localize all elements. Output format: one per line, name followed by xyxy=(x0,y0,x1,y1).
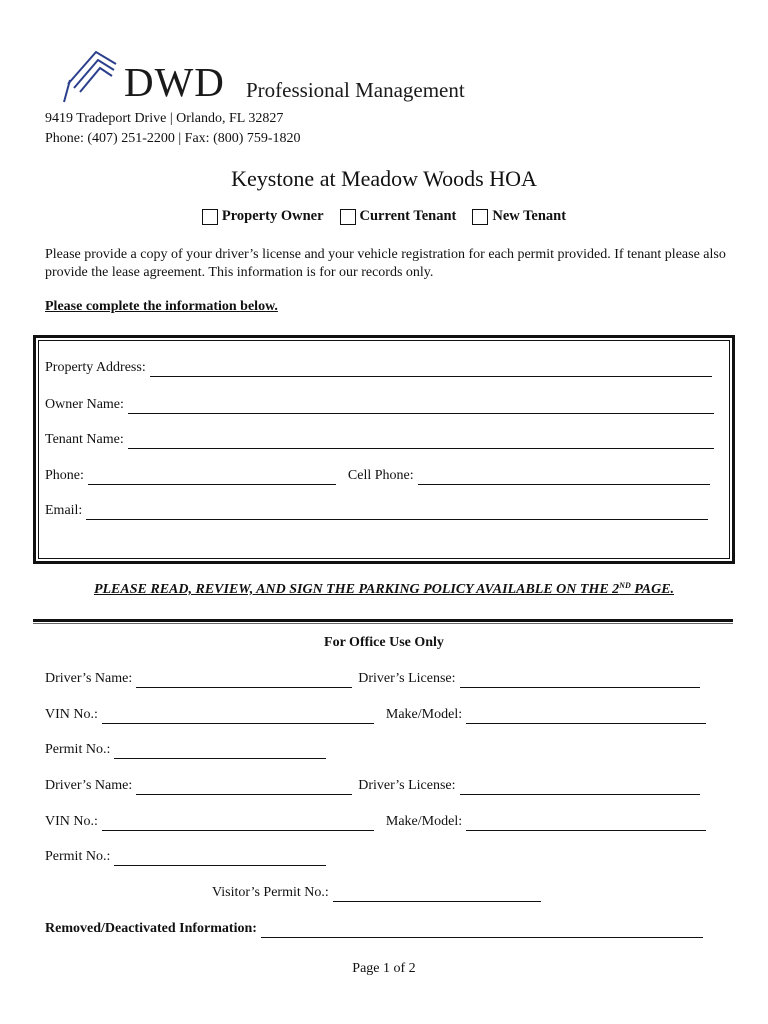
permit-no-field[interactable] xyxy=(114,745,326,759)
vin-field[interactable] xyxy=(102,710,374,724)
visitor-permit-label: Visitor’s Permit No.: xyxy=(212,885,329,900)
owner-name-label: Owner Name: xyxy=(45,397,124,412)
page-title: Keystone at Meadow Woods HOA xyxy=(231,166,537,191)
make-model-field[interactable] xyxy=(466,817,706,831)
drivers-license-label: Driver’s License: xyxy=(358,671,456,686)
owner-name-field[interactable] xyxy=(128,400,714,414)
brand-tagline: Professional Management xyxy=(246,78,465,102)
drivers-license-field[interactable] xyxy=(460,674,700,688)
drivers-license-field[interactable] xyxy=(460,781,700,795)
vehicle2-row xyxy=(45,814,706,831)
office-use-heading: For Office Use Only xyxy=(324,635,444,650)
phone-field[interactable] xyxy=(88,471,336,485)
driver2-row xyxy=(45,778,700,795)
permit-no-label: Permit No.: xyxy=(45,742,111,757)
section-divider-shadow xyxy=(33,623,733,624)
tenant-name-field[interactable] xyxy=(128,435,714,449)
cell-phone-field[interactable] xyxy=(418,471,710,485)
checkbox-box[interactable] xyxy=(340,209,356,225)
drivers-license-label: Driver’s License: xyxy=(358,778,456,793)
email-label: Email: xyxy=(45,503,83,518)
email-field[interactable] xyxy=(86,506,708,520)
complete-heading: Please complete the information below. xyxy=(45,299,278,314)
instructions-text: Please provide a copy of your driver’s license and your vehicle registration for each permit provided. If tenant please also provide the lease agreement. This information is for our records only. xyxy=(45,247,726,280)
vin-label: VIN No.: xyxy=(45,707,98,722)
checkbox-new-tenant[interactable] xyxy=(472,208,566,225)
checkbox-label: Current Tenant xyxy=(359,208,457,224)
removed-row xyxy=(45,921,703,938)
office-address: 9419 Tradeport Drive | Orlando, FL 32827 xyxy=(45,111,284,126)
permit1-row xyxy=(45,742,326,759)
visitor-permit-row xyxy=(212,885,541,902)
property-address-label: Property Address: xyxy=(45,360,146,375)
checkbox-box[interactable] xyxy=(202,209,218,225)
parking-policy-notice: PLEASE READ, REVIEW, AND SIGN THE PARKING POLICY AVAILABLE ON THE 2ND PAGE. xyxy=(93,581,675,597)
make-model-field[interactable] xyxy=(466,710,706,724)
office-phone-fax: Phone: (407) 251-2200 | Fax: (800) 759-1820 xyxy=(45,131,301,146)
resident-type-checkboxes xyxy=(0,208,768,225)
page-number: Page 1 of 2 xyxy=(352,961,416,976)
removed-field[interactable] xyxy=(261,924,703,938)
checkbox-box[interactable] xyxy=(472,209,488,225)
visitor-permit-field[interactable] xyxy=(333,888,541,902)
removed-label: Removed/Deactivated Information: xyxy=(45,921,257,936)
owner-name-row xyxy=(45,397,714,414)
email-row xyxy=(45,503,708,520)
driver1-row xyxy=(45,671,700,688)
permit-no-field[interactable] xyxy=(114,852,326,866)
section-divider xyxy=(33,619,733,622)
permit2-row xyxy=(45,849,326,866)
property-address-field[interactable] xyxy=(150,363,712,377)
roof-logo-icon xyxy=(60,44,122,106)
checkbox-property-owner[interactable] xyxy=(202,208,324,225)
permit-no-label: Permit No.: xyxy=(45,849,111,864)
cell-phone-label: Cell Phone: xyxy=(347,468,414,483)
vin-field[interactable] xyxy=(102,817,374,831)
phone-label: Phone: xyxy=(45,468,84,483)
vin-label: VIN No.: xyxy=(45,814,98,829)
drivers-name-field[interactable] xyxy=(136,781,352,795)
make-model-label: Make/Model: xyxy=(385,814,463,829)
make-model-label: Make/Model: xyxy=(385,707,463,722)
drivers-name-label: Driver’s Name: xyxy=(45,778,133,793)
property-address-row xyxy=(45,360,712,377)
tenant-name-label: Tenant Name: xyxy=(45,432,124,447)
checkbox-current-tenant[interactable] xyxy=(340,208,457,225)
phone-row xyxy=(45,468,710,485)
drivers-name-field[interactable] xyxy=(136,674,352,688)
checkbox-label: Property Owner xyxy=(221,208,324,224)
tenant-name-row xyxy=(45,432,714,449)
brand-name: DWD xyxy=(124,59,225,105)
drivers-name-label: Driver’s Name: xyxy=(45,671,133,686)
checkbox-label: New Tenant xyxy=(492,208,567,224)
vehicle1-row xyxy=(45,707,706,724)
